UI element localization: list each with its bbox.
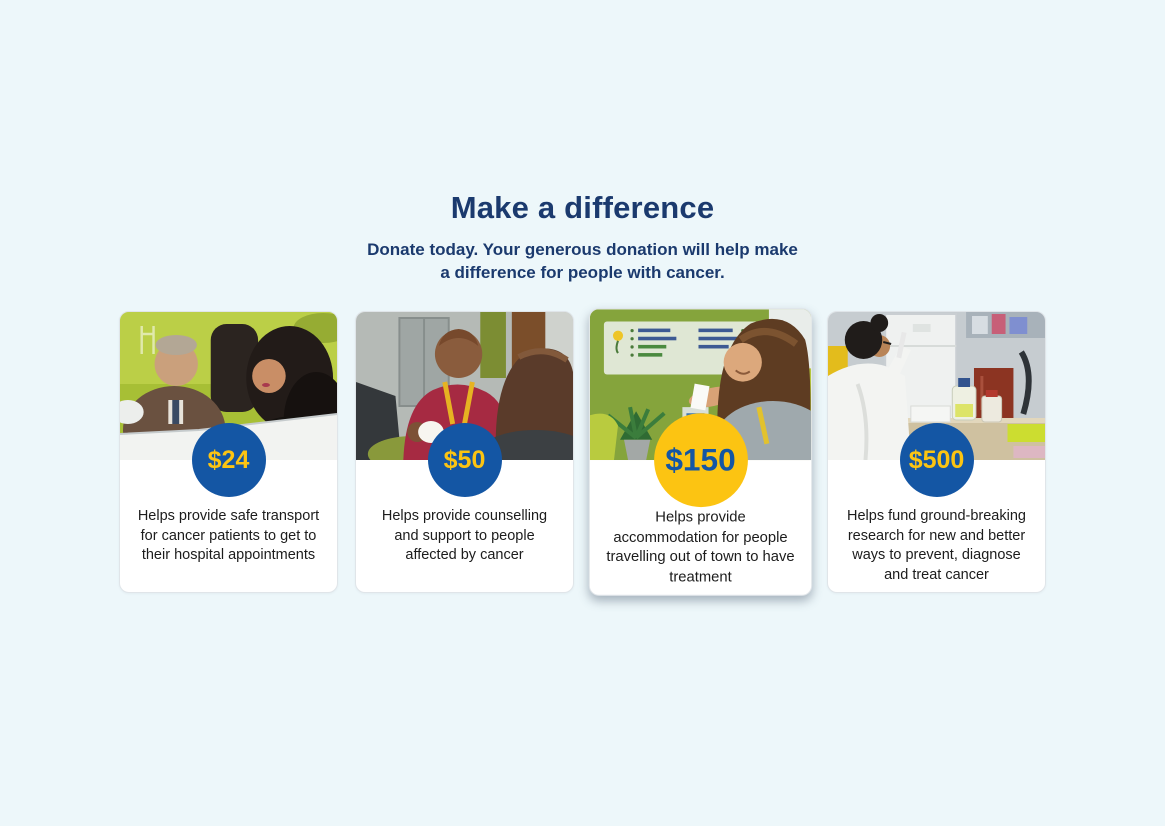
- donation-options-row: [0, 311, 1165, 593]
- amount-label: $150: [665, 441, 736, 478]
- donation-card-transport[interactable]: [119, 311, 338, 593]
- amount-label: $500: [908, 445, 965, 474]
- page-subtitle: Donate today. Your generous donation will help make a difference for people with cancer.: [367, 240, 798, 282]
- donation-card-counselling[interactable]: [355, 311, 574, 593]
- card-description: Helps provide safe transport for cancer patients to get to their hospital appointments: [137, 508, 320, 563]
- page-title: Make a difference: [450, 190, 715, 225]
- amount-label: $24: [207, 445, 250, 474]
- amount-badge: [428, 423, 502, 497]
- amount-badge: [654, 413, 748, 507]
- card-description: Helps provide accommodation for people travelling out of town to have treatment: [606, 509, 795, 586]
- card-description: Helps provide counselling and support to people affected by cancer: [381, 508, 548, 563]
- amount-badge: [900, 423, 974, 497]
- card-description: Helps fund ground-breaking research for new and better ways to prevent, diagnose and treat cancer: [847, 508, 1026, 583]
- donation-card-accommodation[interactable]: [589, 308, 812, 596]
- donation-card-research[interactable]: [827, 311, 1046, 593]
- amount-badge: [192, 423, 266, 497]
- amount-label: $50: [443, 445, 486, 474]
